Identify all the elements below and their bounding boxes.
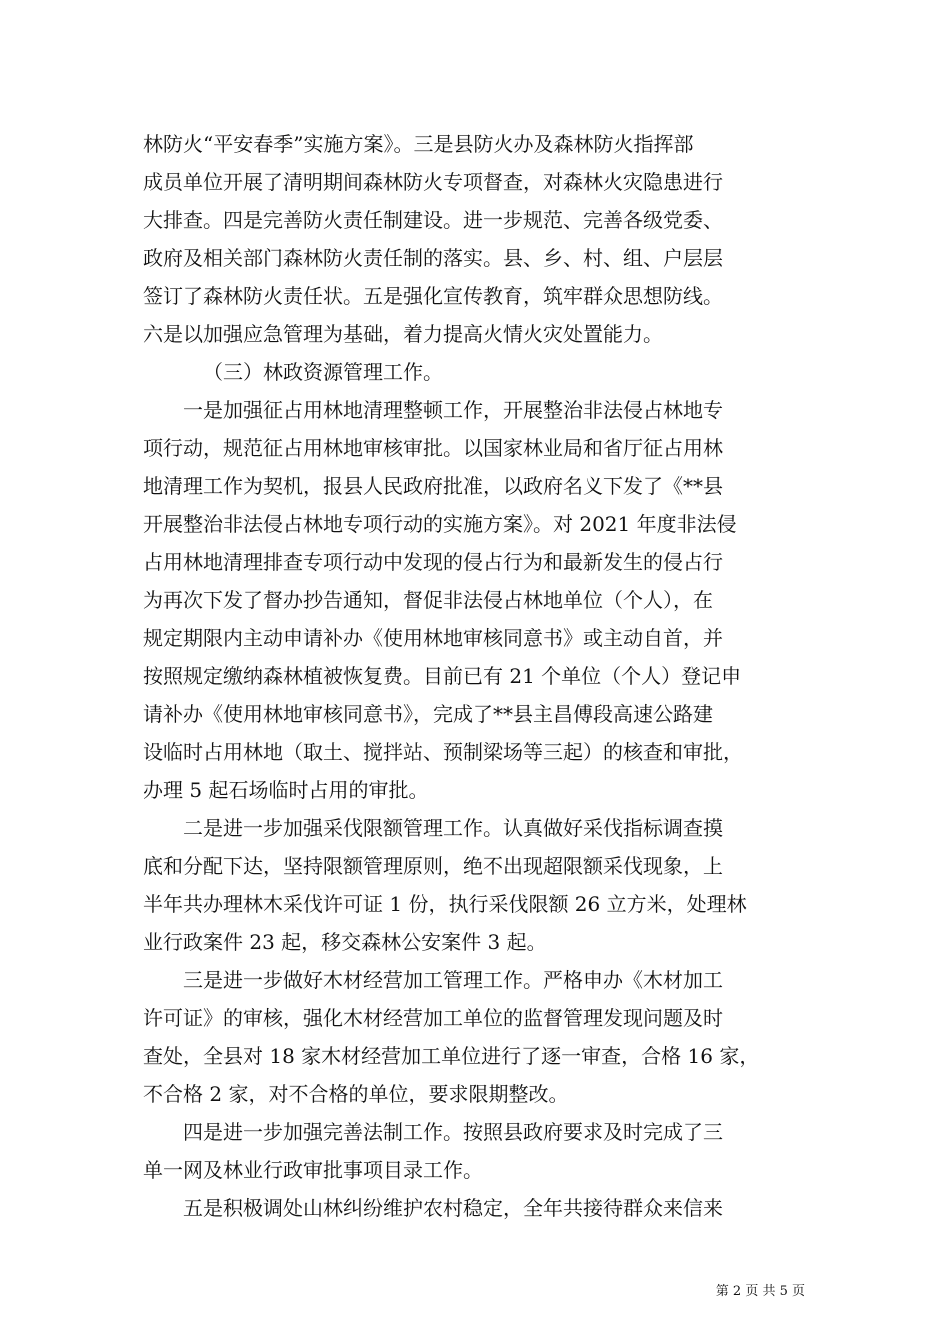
text-line: 政府及相关部门森林防火责任制的落实。县、乡、村、组、户层层 [143, 246, 723, 270]
text-line: 五是积极调处山林纠纷维护农村稳定，全年共接待群众来信来 [183, 1196, 723, 1220]
text-line: 业行政案件 23 起，移交森林公安案件 3 起。 [143, 930, 547, 954]
text-line: 大排查。四是完善防火责任制建设。进一步规范、完善各级党委、 [143, 208, 723, 232]
text-line: 设临时占用林地（取土、搅拌站、预制梁场等三起）的核查和审批， [143, 740, 743, 764]
text-line: 请补办《使用林地审核同意书》，完成了**县主昌傅段高速公路建 [143, 702, 713, 726]
text-line: 三是进一步做好木材经营加工管理工作。严格申办《木材加工 [183, 968, 723, 992]
text-line: 签订了森林防火责任状。五是强化宣传教育，筑牢群众思想防线。 [143, 284, 723, 308]
text-line: 按照规定缴纳森林植被恢复费。目前已有 21 个单位（个人）登记申 [143, 664, 742, 688]
text-line: 一是加强征占用林地清理整顿工作，开展整治非法侵占林地专 [183, 398, 723, 422]
text-line: 四是进一步加强完善法制工作。按照县政府要求及时完成了三 [183, 1120, 723, 1144]
text-line: 项行动，规范征占用林地审核审批。以国家林业局和省厅征占用林 [143, 436, 723, 460]
text-line: 半年共办理林木采伐许可证 1 份，执行采伐限额 26 立方米，处理林 [143, 892, 747, 916]
text-line: 单一网及林业行政审批事项目录工作。 [143, 1158, 483, 1182]
text-line: 林防火“平安春季”实施方案》。三是县防火办及森林防火指挥部 [143, 132, 694, 156]
text-line: 六是以加强应急管理为基础，着力提高火情火灾处置能力。 [143, 322, 663, 346]
text-line: 许可证》的审核，强化木材经营加工单位的监督管理发现问题及时 [143, 1006, 723, 1030]
text-line: 底和分配下达，坚持限额管理原则，绝不出现超限额采伐现象，上 [143, 854, 723, 878]
text-line: 开展整治非法侵占林地专项行动的实施方案》。对 2021 年度非法侵 [143, 512, 737, 536]
section-heading: （三）林政资源管理工作。 [203, 360, 443, 384]
text-line: 占用林地清理排查专项行动中发现的侵占行为和最新发生的侵占行 [143, 550, 723, 574]
page-number: 第 2 页 共 5 页 [715, 1284, 805, 1299]
text-line: 成员单位开展了清明期间森林防火专项督查，对森林火灾隐患进行 [143, 170, 723, 194]
text-line: 地清理工作为契机，报县人民政府批准，以政府名义下发了《**县 [143, 474, 723, 498]
text-line: 规定期限内主动申请补办《使用林地审核同意书》或主动自首，并 [143, 626, 723, 650]
text-line: 办理 5 起石场临时占用的审批。 [143, 778, 429, 802]
text-line: 二是进一步加强采伐限额管理工作。认真做好采伐指标调查摸 [183, 816, 723, 840]
text-line: 不合格 2 家，对不合格的单位，要求限期整改。 [143, 1082, 569, 1106]
text-line: 查处，全县对 18 家木材经营加工单位进行了逐一审查，合格 16 家， [143, 1044, 760, 1068]
text-line: 为再次下发了督办抄告通知，督促非法侵占林地单位（个人），在 [143, 588, 713, 612]
document-body [143, 125, 815, 1227]
